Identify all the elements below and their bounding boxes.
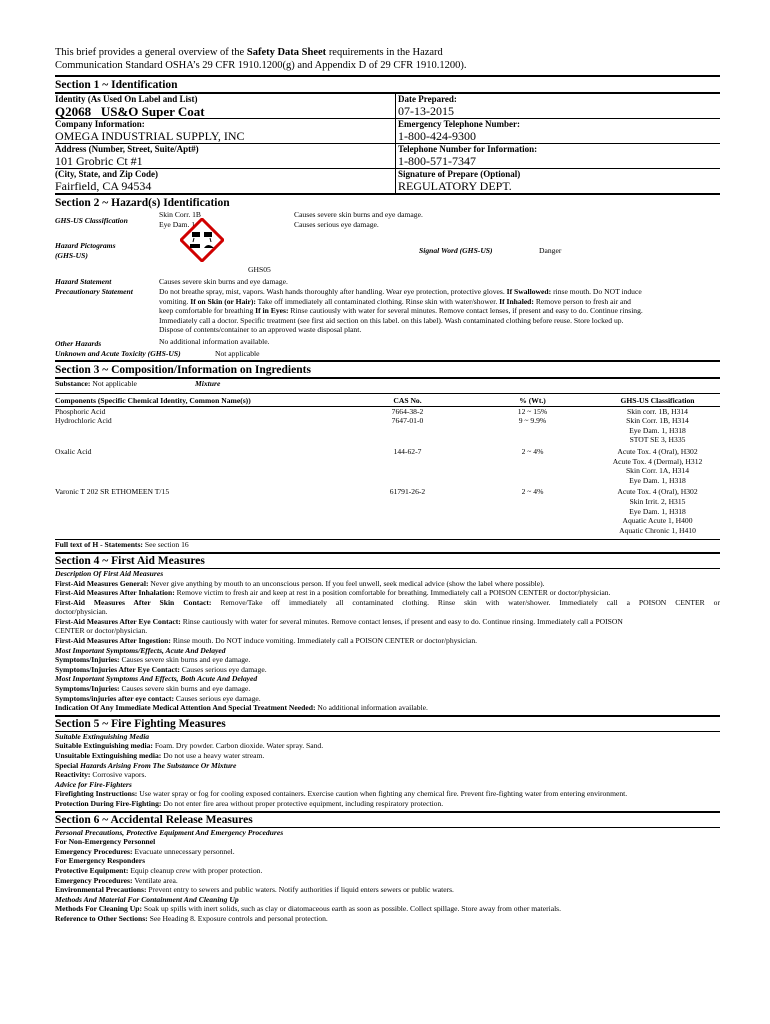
cas-cell <box>345 426 470 436</box>
section5-title: Section 5 ~ Fire Fighting Measures <box>55 715 720 732</box>
signature-label: Signature of Prepare (Optional) <box>398 169 521 179</box>
component-cell <box>55 457 345 467</box>
cas-cell: 7647-01-0 <box>391 416 424 426</box>
ghs-cell: Skin Corr. 1B, H314 <box>626 416 689 426</box>
table-row <box>55 526 720 536</box>
identity-label: Identity (As Used On Label and List) <box>55 94 198 104</box>
component-cell <box>55 466 345 476</box>
table-row <box>55 435 720 445</box>
table-row <box>55 426 720 436</box>
section6-title: Section 6 ~ Accidental Release Measures <box>55 811 720 828</box>
mixture-label: Mixture <box>195 379 221 388</box>
city-label: (City, State, and Zip Code) <box>55 169 159 179</box>
ghs-cell: Eye Dam. 1, H318 <box>629 475 686 485</box>
signature-value: REGULATORY DEPT. <box>398 179 512 193</box>
ghs-statement-2: Causes serious eye damage. <box>294 220 379 229</box>
table-row <box>55 466 720 476</box>
intro-line1: This brief provides a general overview of the <box>55 47 247 58</box>
emergency-value: 1-800-424-9300 <box>398 129 476 143</box>
col-components: Components (Specific Chemical Identity, Common Name(s)) <box>55 396 251 405</box>
table-row <box>55 406 720 416</box>
ghs-cell: Aquatic Acute 1, H400 <box>622 516 693 526</box>
cas-cell <box>345 476 470 486</box>
signal-word-value: Danger <box>539 246 562 255</box>
cas-cell <box>345 526 470 536</box>
info-phone-value: 1-800-571-7347 <box>398 154 476 168</box>
first-aid-body: Description Of First Aid Measures First-Aid Measures General: Never give anything by mouth to an unconscious person. If you feel unwell, seek medical advice (show the label where possible). First-Aid Measures After Inhalation: Remove victim to fresh air and keep at rest in a position comfortable for breathing. Immediately call a POISON CENTER or doctor/physician. First-Aid Measures After Skin Contact: Remove/Take off immediately all contaminated clothing. Rinse skin with water/shower. Immediately call a POISON CENTER or doctor/physician. First-Aid Measures After Eye Contact: Rinse cautiously with water for several minutes. Remove contact lenses, if present and easy to do. Continue rinsing. Immediately call a POISON CENTER or doctor/physician. First-Aid Measures After Ingestion: Rinse mouth. Do NOT induce vomiting. Immediately call a POISON CENTER or doctor/physician. Most Important Symptoms/Effects, Acute And Delayed Symptoms/Injuries: Causes severe skin burns and eye damage. Symptoms/Injuries After Eye Contact: Causes serious eye damage. Most Important Symptoms And Effects, Both Acute And Delayed Symptoms/Injuries: Causes severe skin burns and eye damage. Symptoms/injuries after eye contact: Causes serious eye damage. Indication Of Any Immediate Medical Attention And Special Treatment Needed: No additional information available. <box>55 568 720 713</box>
sds-page <box>55 46 720 924</box>
wt-cell <box>470 457 595 467</box>
component-cell <box>55 435 345 445</box>
ghs-cell: Acute Tox. 4 (Oral), H302 <box>617 487 698 497</box>
cas-cell <box>345 497 470 507</box>
pictogram-label-1: Hazard Pictograms <box>55 241 116 250</box>
cas-cell <box>345 457 470 467</box>
address-row <box>55 143 720 168</box>
cas-cell <box>345 435 470 445</box>
cas-cell: 61791-26-2 <box>389 487 426 497</box>
ghs-cell: STOT SE 3, H335 <box>629 435 686 445</box>
ghs-cell: Eye Dam. 1, H318 <box>629 506 686 516</box>
wt-cell <box>470 497 595 507</box>
ghs-cell: Acute Tox. 4 (Dermal), H312 <box>612 456 703 466</box>
wt-cell <box>470 507 595 517</box>
hazard-block <box>55 210 720 360</box>
component-cell: Oxalic Acid <box>55 446 92 456</box>
cas-cell: 144-62-7 <box>393 446 422 456</box>
identity-row <box>55 94 720 118</box>
intro-line1-end: requirements in the Hazard <box>326 47 443 58</box>
table-row <box>55 447 720 457</box>
col-ghs: GHS-US Classification <box>620 396 695 405</box>
table-row <box>55 476 720 486</box>
company-label: Company Information: <box>55 119 145 129</box>
wt-cell: 9 ~ 9.9% <box>518 416 547 426</box>
table-row <box>55 457 720 467</box>
wt-cell <box>470 476 595 486</box>
ghs-statement-1: Causes severe skin burns and eye damage. <box>294 210 423 219</box>
ghs-cell: Skin Irrit. 2, H315 <box>629 496 686 506</box>
component-cell <box>55 526 345 536</box>
component-cell: Varonic T 202 SR ETHOMEEN T/15 <box>55 487 170 497</box>
ghs-cell: Aquatic Chronic 1, H410 <box>619 525 696 535</box>
intro-bold: Safety Data Sheet <box>246 47 327 58</box>
address-value: 101 Grobric Ct #1 <box>55 154 143 168</box>
cas-cell <box>345 516 470 526</box>
hazard-statement-label: Hazard Statement <box>55 277 112 286</box>
cas-cell: 7664-38-2 <box>391 406 424 416</box>
identity-value: Q2068 US&O Super Coat <box>55 104 205 119</box>
component-cell <box>55 507 345 517</box>
unknown-toxicity-value: Not applicable <box>215 349 260 358</box>
col-cas: CAS No. <box>393 396 422 405</box>
table-row <box>55 487 720 497</box>
table-row <box>55 497 720 507</box>
ghs-cell: Acute Tox. 4 (Oral), H302 <box>617 446 698 456</box>
composition-table <box>55 396 720 538</box>
wt-cell <box>470 466 595 476</box>
component-cell: Phosphoric Acid <box>55 406 106 416</box>
precaution-label: Precautionary Statement <box>55 287 133 296</box>
component-cell <box>55 497 345 507</box>
release-measures-body: Personal Precautions, Protective Equipment And Emergency Procedures For Non-Emergency Personnel Emergency Procedures: Evacuate unnecessary personnel. For Emergency Responders Protective Equipment: Equip cleanup crew with proper protection. Emergency Procedures: Ventilate area. Environmental Precautions: Prevent entry to sewers and public waters. Notify authorities if liquid enters sewers or public waters. Methods And Material For Containment And Cleaning Up Methods For Cleaning Up: Soak up spills with inert solids, such as clay or diatomaceous earth as soon as possible. Collect spillage. Store away from other materials. Reference to Other Sections: See Heading 8. Exposure controls and personal protection. <box>55 827 562 923</box>
cas-cell <box>345 466 470 476</box>
wt-cell: 12 ~ 15% <box>517 406 548 416</box>
ghs-cell: Skin Corr. 1A, H314 <box>625 466 690 476</box>
cas-cell <box>345 507 470 517</box>
section3-title: Section 3 ~ Composition/Information on Ingredients <box>55 360 720 379</box>
section1-title: Section 1 ~ Identification <box>55 75 720 94</box>
ghs-label: GHS-US Classification <box>55 216 128 225</box>
wt-cell: 2 ~ 4% <box>521 446 544 456</box>
intro-text <box>55 46 720 72</box>
ghs-class-1: Skin Corr. 1B <box>159 210 201 219</box>
component-cell <box>55 426 345 436</box>
ghs-class-2: Eye Dam. 1 <box>159 220 196 229</box>
other-hazards-value: No additional information available. <box>159 337 270 346</box>
table-row <box>55 516 720 526</box>
fulltext-row: Full text of H - Statements: See section 16 <box>55 539 720 550</box>
city-row <box>55 168 720 193</box>
intro-line2: Communication Standard OSHA’s 29 CFR 1910.1200(g) and Appendix D of 29 CFR 1910.1200). <box>55 60 467 71</box>
signal-word-label: Signal Word (GHS-US) <box>419 246 493 255</box>
ghs-cell: Eye Dam. 1, H318 <box>629 425 686 435</box>
date-label: Date Prepared: <box>398 94 457 104</box>
emergency-label: Emergency Telephone Number: <box>398 119 520 129</box>
pictogram-label-2: (GHS-US) <box>55 251 88 260</box>
unknown-toxicity-label: Unknown and Acute Toxicity (GHS-US) <box>55 349 181 358</box>
info-phone-label: Telephone Number for Information: <box>398 144 538 154</box>
component-cell: Hydrochloric Acid <box>55 416 112 426</box>
address-label: Address (Number, Street, Suite/Apt#) <box>55 144 199 154</box>
date-value: 07-13-2015 <box>398 104 454 118</box>
component-cell <box>55 516 345 526</box>
substance-row: Substance: Not applicable Mixture <box>55 379 720 394</box>
wt-cell <box>470 426 595 436</box>
fire-fighting-body: Suitable Extinguishing Media Suitable Extinguishing media: Foam. Dry powder. Carbon dioxide. Water spray. Sand. Unsuitable Extinguishing media: Do not use a heavy water stream. Special Hazards Arising From The Substance Or Mixture Reactivity: Corrosive vapors. Advice for Fire-Fighters Firefighting Instructions: Use water spray or fog for cooling exposed containers. Exercise caution when fighting any chemical fire. Prevent fire-fighting water from entering environment. Protection During Fire-Fighting: Do not enter fire area without proper protective equipment, including respiratory protection. <box>55 731 628 808</box>
company-value: OMEGA INDUSTRIAL SUPPLY, INC <box>55 129 245 143</box>
row-spacer <box>55 535 720 538</box>
wt-cell <box>470 435 595 445</box>
ghs-code: GHS05 <box>248 265 271 274</box>
wt-cell <box>470 526 595 536</box>
section2-title: Section 2 ~ Hazard(s) Identification <box>55 193 720 210</box>
city-value: Fairfield, CA 94534 <box>55 179 152 193</box>
wt-cell: 2 ~ 4% <box>521 487 544 497</box>
precaution-text: Do not breathe spray, mist, vapors. Wash hands thoroughly after handling. Wear eye protection, protective gloves. If Swallowed: rinse mouth. Do NOT induce vomiting. If on Skin (or Hair): Take off immediately all contaminated clothing. Rinse skin with water/shower. If Inhaled: Remove person to fresh air and keep comfortable for breathing If in Eyes: Rinse cautiously with water for several minutes. Remove contact lenses, if present and easy to do. Continue rinsing. Immediately call a doctor. Specific treatment (see first aid section on this label. on this label). Wash contaminated clothing before reuse. Store locked up. Dispose of contents/container to an approved waste disposal plant. <box>159 287 643 335</box>
col-wt: % (Wt.) <box>519 396 546 405</box>
component-cell <box>55 476 345 486</box>
section4-title: Section 4 ~ First Aid Measures <box>55 552 720 569</box>
corrosion-pictogram-icon <box>180 218 224 262</box>
other-hazards-label: Other Hazards <box>55 339 102 348</box>
table-row <box>55 507 720 517</box>
company-row <box>55 118 720 143</box>
ghs-cell: Skin corr. 1B, H314 <box>627 406 688 416</box>
wt-cell <box>470 516 595 526</box>
table-row <box>55 416 720 426</box>
hazard-statement: Causes severe skin burns and eye damage. <box>159 277 288 286</box>
